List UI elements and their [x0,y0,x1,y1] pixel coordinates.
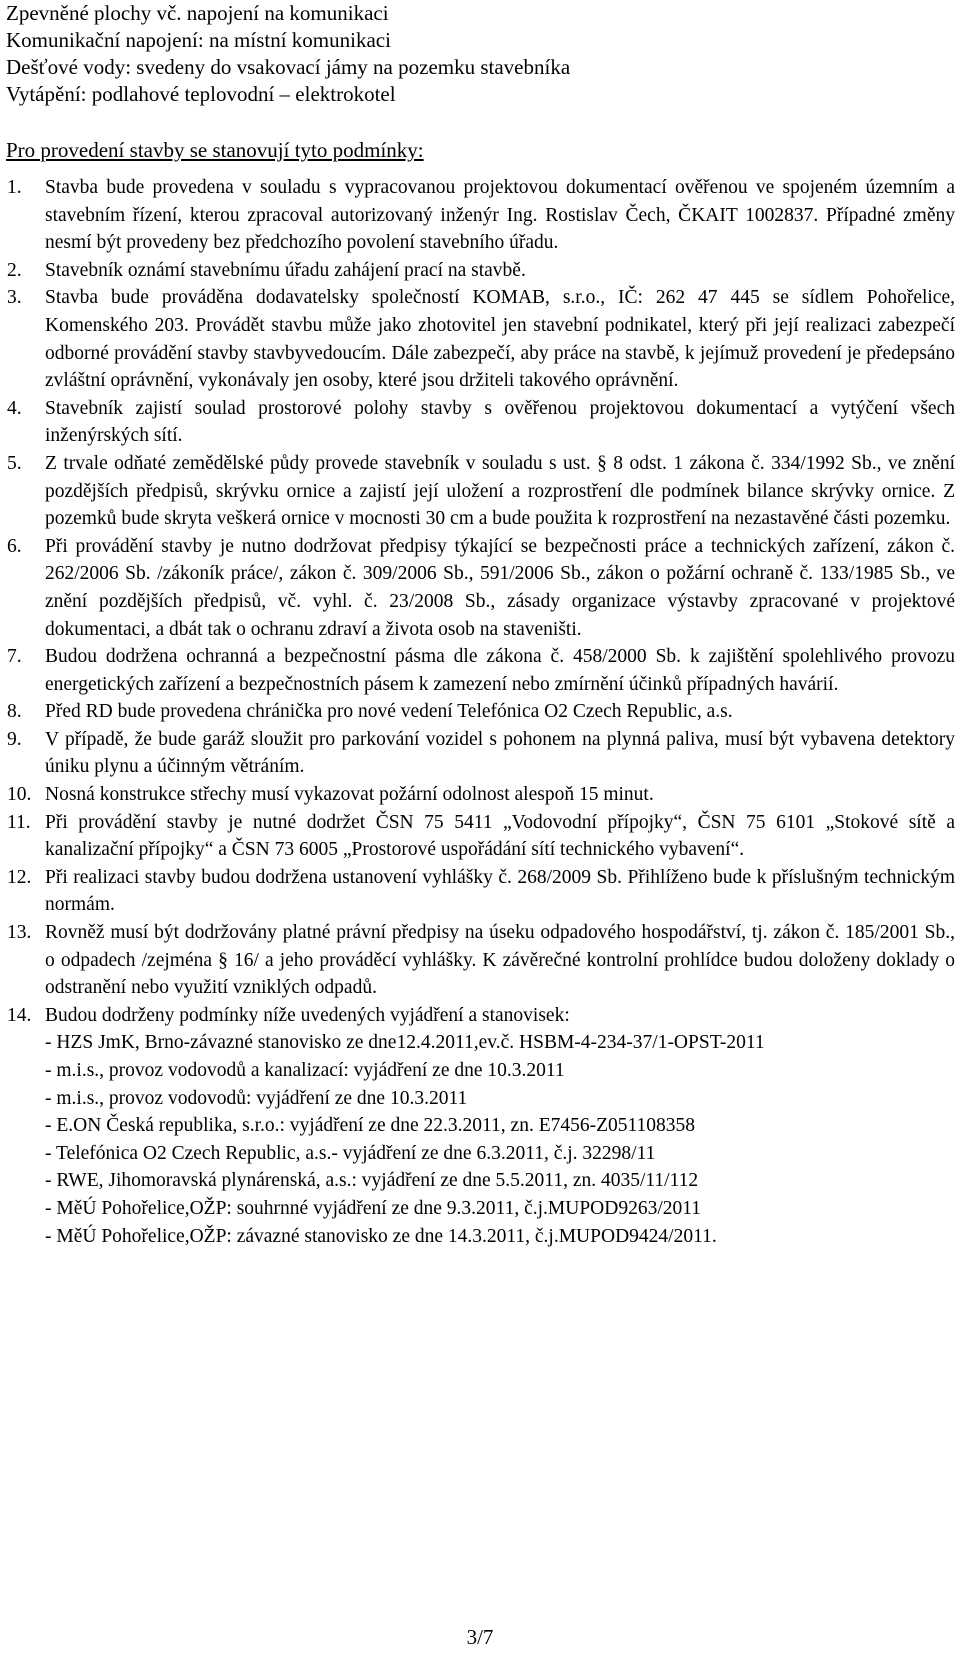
condition-number: 14. [7,1004,32,1026]
condition-text: Při provádění stavby je nutno dodržovat předpisy týkající se bezpečnosti práce a technických zařízení, zákon č. 262/2006 Sb. /zákoník práce/, zákon č. 309/2006 Sb., 591/2006 Sb., zákon o požární ochraně č. 133/1985 Sb., ve znění pozdějších předpisů, vč. vyhl. č. 23/2008 Sb., zásady organizace výstavby zpracované v projektové dokumentaci, a dbát tak o ochranu zdraví a života osob na staveništi. [45,535,955,640]
statement-item: - MěÚ Pohořelice,OŽP: závazné stanovisko ze dne 14.3.2011, č.j.MUPOD9424/2011. [45,1225,717,1247]
condition-number: 13. [7,922,32,944]
condition-text: V případě, že bude garáž sloužit pro parkování vozidel s pohonem na plynná paliva, musí být vybavena detektory úniku plynu a účinným větráním. [45,728,955,778]
statement-item: - m.i.s., provoz vodovodů: vyjádření ze dne 10.3.2011 [45,1087,468,1109]
statement-item: - MěÚ Pohořelice,OŽP: souhrnné vyjádření ze dne 9.3.2011, č.j.MUPOD9263/2011 [45,1197,702,1219]
condition-item [0,726,955,781]
condition-number: 7. [7,646,22,668]
condition-item [0,1002,955,1250]
intro-line: Vytápění: podlahové teplovodní – elektrokotel [6,82,396,106]
condition-text: Při provádění stavby je nutné dodržet ČSN 75 5411 „Vodovodní přípojky“, ČSN 75 6101 „Stokové sítě a kanalizační přípojky“ a ČSN 73 6005 „Prostorové uspořádání sítí technického vybavení“. [45,811,955,861]
statement-item: - HZS JmK, Brno-závazné stanovisko ze dne12.4.2011,ev.č. HSBM-4-234-37/1-OPST-2011 [45,1032,765,1054]
condition-text: Nosná konstrukce střechy musí vykazovat požární odolnost alespoň 15 minut. [45,784,654,806]
condition-item [0,864,955,919]
condition-item [0,395,955,450]
intro-line: Zpevněné plochy vč. napojení na komunikaci [6,1,389,25]
condition-text: Z trvale odňaté zemědělské půdy provede stavebník v souladu s ust. § 8 odst. 1 zákona č. 334/1992 Sb., ve znění pozdějších předpisů, skrývku ornice a zajistí její uložení a rozprostření dle podmínek bilance skrývky ornice. Z pozemků bude skryta veškerá ornice v mocnosti 30 cm a bude použita k rozprostření na nezastavěné části pozemku. [45,452,955,530]
statement-item: - m.i.s., provoz vodovodů a kanalizací: vyjádření ze dne 10.3.2011 [45,1060,565,1081]
conditions-list [0,174,960,1250]
condition-item [0,284,955,394]
condition-text: Stavebník oznámí stavebnímu úřadu zahájení prací na stavbě. [45,259,526,281]
conditions-heading: Pro provedení stavby se stanovují tyto podmínky: [6,138,424,162]
condition-number: 11. [7,811,31,833]
condition-item [0,919,955,1002]
condition-item [0,174,955,257]
intro-block [6,0,946,108]
condition-text: Stavba bude prováděna dodavatelsky společností KOMAB, s.r.o., IČ: 262 47 445 se sídlem Pohořelice, Komenského 203. Provádět stavbu může jako zhotovitel jen stavební podnikatel, který při její realizaci zabezpečí odborné provádění stavby stavbyvedoucím. Dále zabezpečí, aby práce na stavbě, k jejímuž provedení je předepsáno zvláštní oprávnění, vykonávaly jen osoby, které jsou držiteli takového oprávnění. [45,287,955,392]
condition-item [0,643,955,698]
condition-number: 2. [7,259,22,281]
intro-line: Komunikační napojení: na místní komunikaci [6,28,391,52]
condition-text: Před RD bude provedena chránička pro nové vedení Telefónica O2 Czech Republic, a.s. [45,701,733,723]
statement-item: - Telefónica O2 Czech Republic, a.s.- vyjádření ze dne 6.3.2011, č.j. 32298/11 [45,1142,656,1164]
condition-number: 5. [7,452,22,474]
condition-number: 12. [7,866,32,888]
condition-number: 3. [7,287,22,309]
condition-number: 8. [7,701,22,723]
page-number: 3/7 [466,1625,494,1649]
condition-number: 10. [7,784,32,806]
condition-item [0,698,955,726]
condition-item [0,781,955,809]
condition-text: Budou dodržena ochranná a bezpečnostní pásma dle zákona č. 458/2000 Sb. k zajištění spolehlivého provozu energetických zařízení a bezpečnostních pásem k zamezení nebo zmírnění účinků případných havárií. [45,646,955,695]
condition-text: Při realizaci stavby budou dodržena ustanovení vyhlášky č. 268/2009 Sb. Přihlíženo bude k příslušným technickým normám. [45,866,955,916]
condition-item [0,450,955,533]
condition-text: Budou dodrženy podmínky níže uvedených vyjádření a stanovisek: [45,1004,570,1026]
condition-number: 9. [7,728,22,750]
condition-item [0,533,955,643]
statement-list [45,1029,955,1250]
condition-number: 4. [7,397,22,419]
intro-line: Dešťové vody: svedeny do vsakovací jámy na pozemku stavebníka [6,55,571,79]
condition-number: 6. [7,535,22,557]
condition-item [0,257,955,285]
statement-item: - RWE, Jihomoravská plynárenská, a.s.: vyjádření ze dne 5.5.2011, zn. 4035/11/112 [45,1170,699,1192]
statement-item: - E.ON Česká republika, s.r.o.: vyjádření ze dne 22.3.2011, zn. E7456-Z051108358 [45,1115,696,1137]
condition-text: Stavba bude provedena v souladu s vypracovanou projektovou dokumentací ověřenou ve spojeném územním a stavebním řízení, kterou zpracoval autorizovaný inženýr Ing. Rostislav Čech, ČKAIT 1002837. Případné změny nesmí být provedeny bez předchozího povolení stavebního úřadu. [45,177,955,254]
condition-text: Rovněž musí být dodržovány platné právní předpisy na úseku odpadového hospodářství, tj. zákon č. 185/2001 Sb., o odpadech /zejména § 16/ a jeho prováděcí vyhlášky. K závěrečné kontrolní prohlídce budou doloženy doklady o odstranění nebo využití vzniklých odpadů. [45,922,955,999]
condition-number: 1. [7,177,22,198]
condition-text: Stavebník zajistí soulad prostorové polohy stavby s ověřenou projektovou dokumentací a vytýčení všech inženýrských sítí. [45,397,955,447]
condition-item [0,809,955,864]
